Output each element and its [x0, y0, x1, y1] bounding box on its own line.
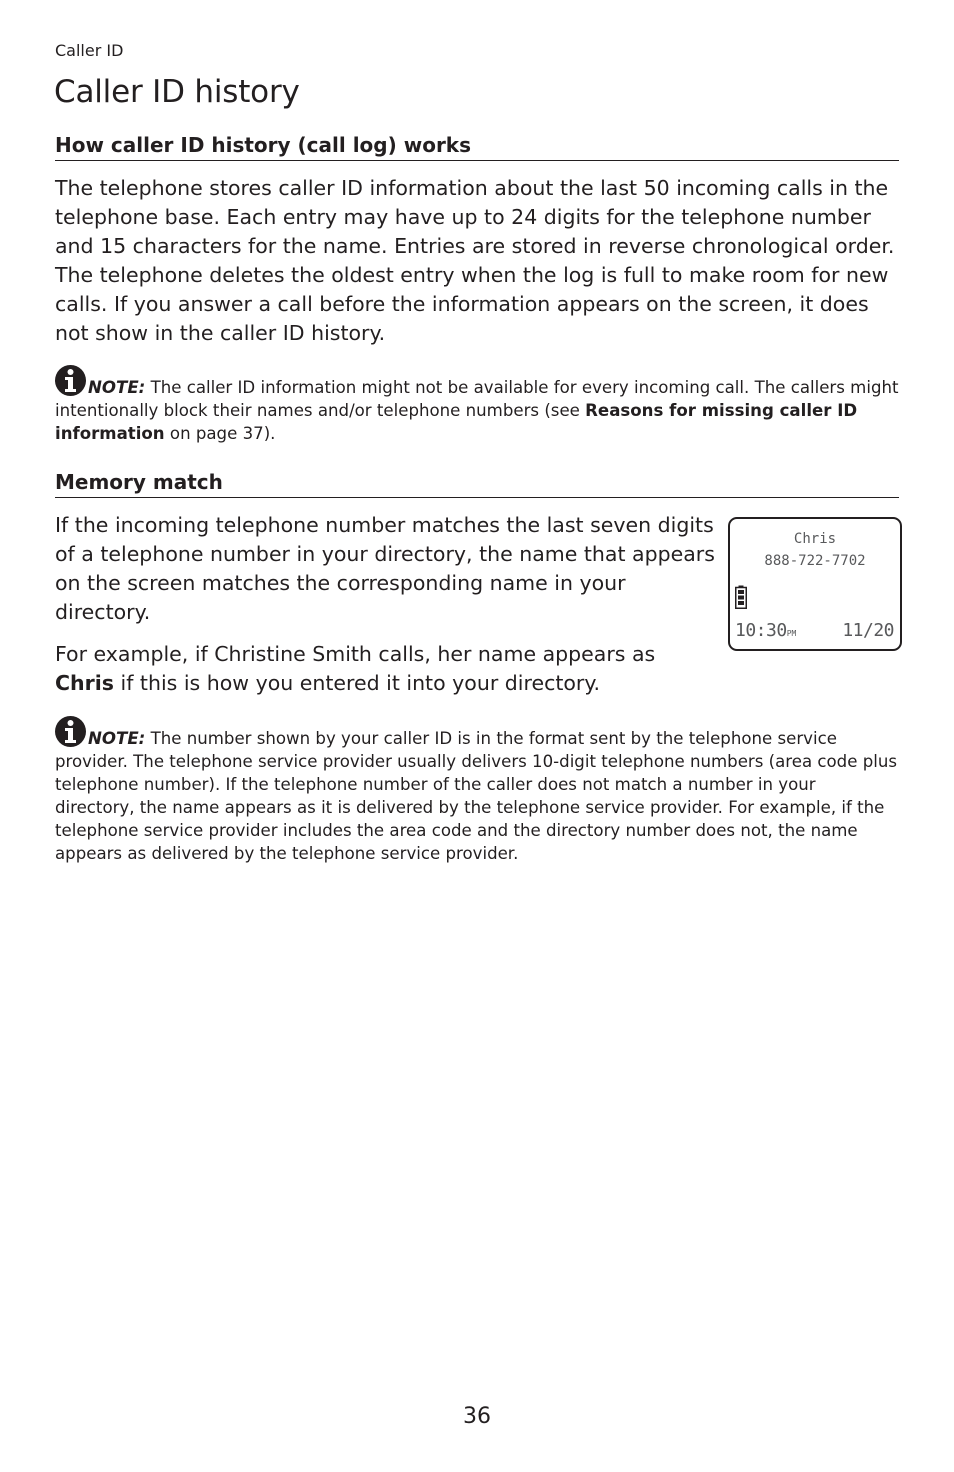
display-caller-number: 888-722-7702 [764, 553, 866, 569]
display-time-value: 10:30 [735, 620, 787, 641]
call-log-paragraph: The telephone stores caller ID information about the last 50 incoming calls in the telephone base. Each entry may have up to 24 digits for the telephone number and 15 characters for the name. Entries are stored in reverse chronological order. The telephone deletes the oldest entry when the log is full to make room for new calls. If you answer a call before the information appears on the screen, it does not show in the caller ID history. [55, 176, 895, 345]
page-number: 36 [463, 1404, 491, 1429]
example-name: Chris [55, 671, 114, 695]
memory-match-paragraph: If the incoming telephone number matches the last seven digits of a telephone number in your directory, the name that appears on the screen matches the corresponding name in your directory. [55, 513, 715, 624]
note-label: NOTE: [88, 729, 146, 748]
note-number-format [55, 727, 900, 865]
section-heading-call-log: How caller ID history (call log) works [55, 133, 899, 161]
note-text: The caller ID information might not be available for every incoming call. The callers might intentionally block their names and/or telephone numbers (see [55, 378, 899, 420]
note-label: NOTE: [88, 378, 146, 397]
memory-match-example [55, 640, 715, 698]
note-text-end: on page 37). [164, 424, 276, 443]
note-text: The number shown by your caller ID is in the format sent by the telephone service provider. The telephone service provider usually delivers 10-digit telephone numbers (area code plus telephone number). If the telephone number of the caller does not match a number in your directory, the name appears as it is delivered by the telephone service provider. For example, if the telephone service provider includes the area code and the directory number does not, the name appears as delivered by the telephone service provider. [55, 729, 898, 863]
battery-icon [735, 585, 747, 609]
display-ampm: PM [786, 629, 797, 638]
display-entry-count: 11/20 [842, 620, 894, 641]
running-head: Caller ID [55, 41, 124, 60]
page-title: Caller ID history [54, 74, 300, 110]
section-heading-memory-match: Memory match [55, 470, 899, 498]
note-cross-reference: Reasons for missing caller ID information [55, 401, 858, 443]
display-caller-name: Chris [793, 531, 837, 547]
note-missing-caller-id [55, 376, 900, 445]
example-text-end: if this is how you entered it into your directory. [113, 671, 601, 695]
example-text: For example, if Christine Smith calls, her name appears as [55, 642, 656, 666]
display-time [735, 620, 796, 641]
handset-display [728, 517, 902, 651]
